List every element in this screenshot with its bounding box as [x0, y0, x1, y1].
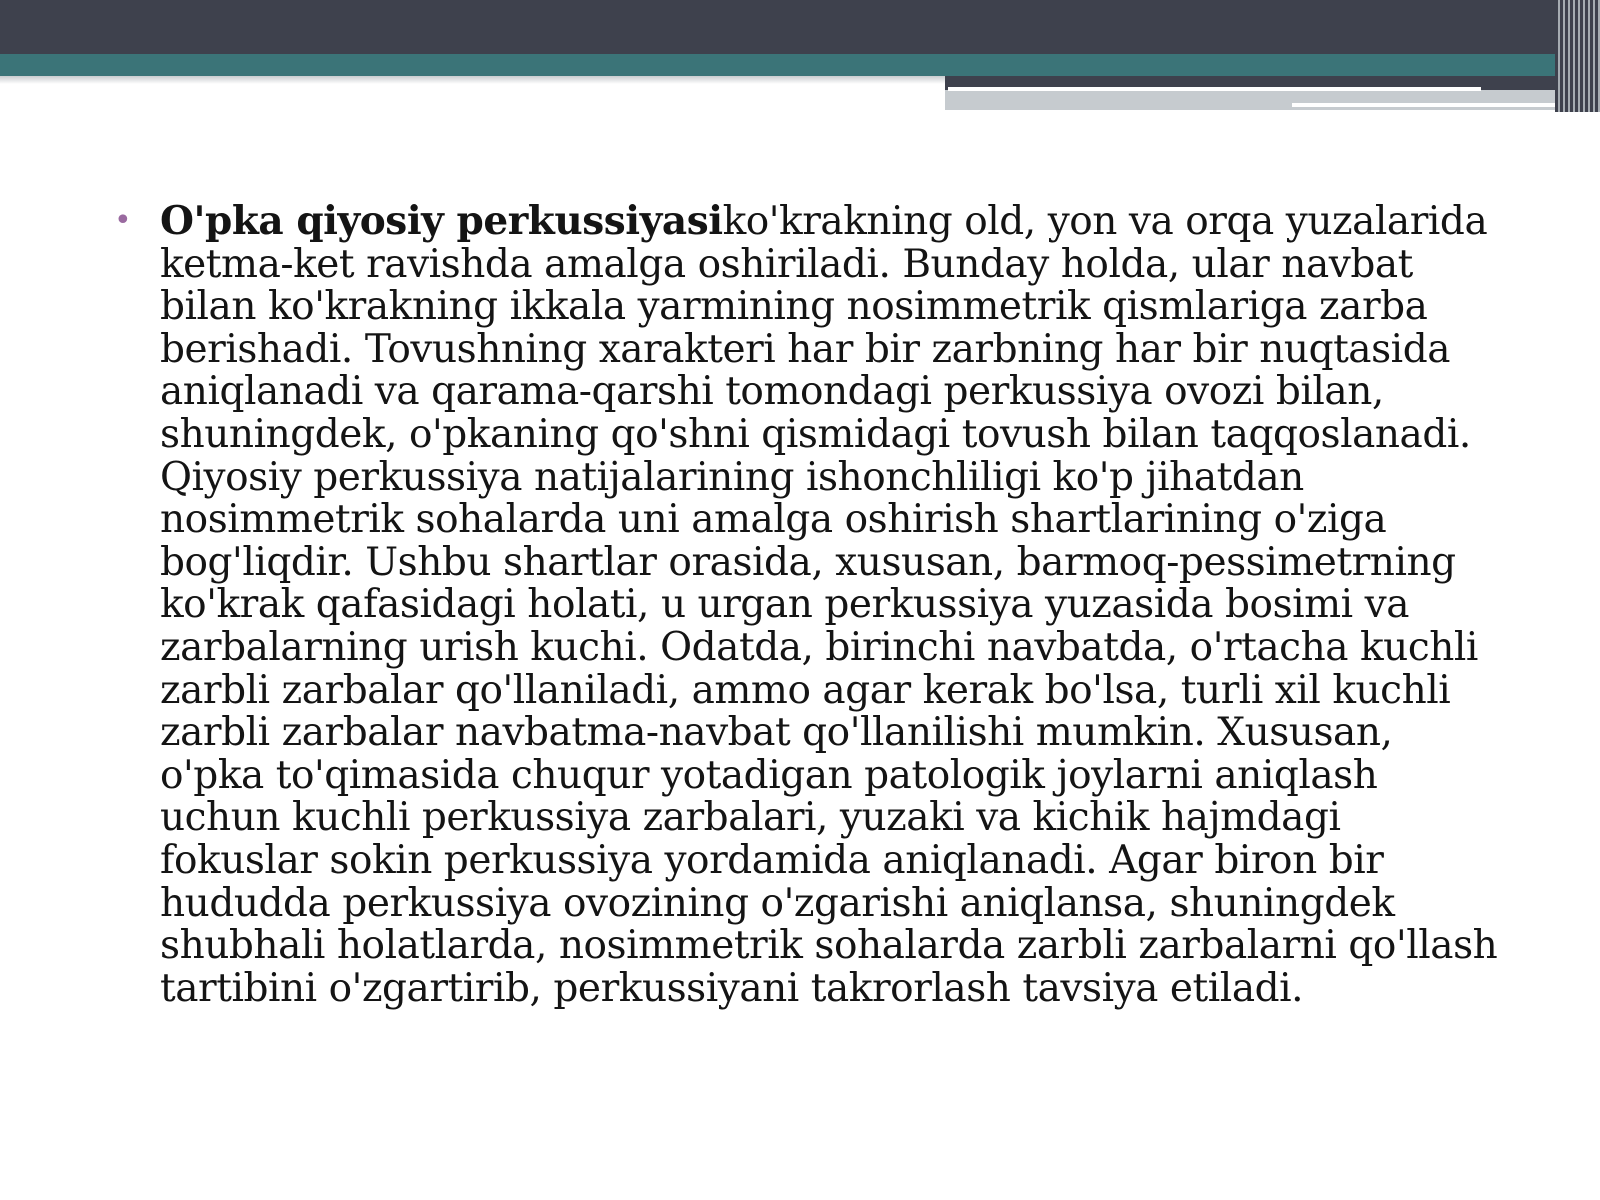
bullet-icon: •	[114, 203, 132, 238]
bullet-paragraph	[114, 200, 1504, 1010]
header-teal-band	[0, 54, 1600, 76]
header-right-stripes	[1555, 0, 1600, 112]
slide-content	[114, 200, 1504, 1010]
header-line-lower	[1292, 103, 1567, 107]
bold-term: O'pka qiyosiy perkussiyasi	[160, 198, 723, 244]
header-line-upper	[948, 87, 1481, 91]
header-step-light	[945, 90, 1570, 110]
header-shadow	[0, 76, 945, 84]
body-text: ko'krakning old, yon va orqa yuzalarida ketma-ket ravishda amalga oshiriladi. Bunday holda, ular navbat bilan ko'krakning ikkala yarmining nosimmetrik qismlariga zarba berishadi. Tovushning xarakteri har bir zarbning har bir nuqtasida aniqlanadi va qarama-qarshi tomondagi perkussiya ovozi bilan, shuningdek, o'pkaning qo'shni qismidagi tovush bilan taqqoslanadi. Qiyosiy perkussiya natijalarining ishonchliligi ko'p jihatdan nosimmetrik sohalarda uni amalga oshirish shartlarining o'ziga bog'liqdir. Ushbu shartlar orasida, xususan, barmoq-pessimetrning ko'krak qafasidagi holati, u urgan perkussiya yuzasida bosimi va zarbalarning urish kuchi. Odatda, birinchi navbatda, o'rtacha kuchli zarbli zarbalar qo'llaniladi, ammo agar kerak bo'lsa, turli xil kuchli zarbli zarbalar navbatma-navbat qo'llanilishi mumkin. Xususan, o'pka to'qimasida chuqur yotadigan patologik joylarni aniqlash uchun kuchli perkussiya zarbalari, yuzaki va kichik hajmdagi fokuslar sokin perkussiya yordamida aniqlanadi. Agar biron bir hududda perkussiya ovozining o'zgarishi aniqlansa, shuningdek shubhali holatlarda, nosimmetrik sohalarda zarbli zarbalarni qo'llash tartibini o'zgartirib, perkussiyani takrorlash tavsiya etiladi.	[160, 199, 1498, 1011]
header-dark-band	[0, 0, 1600, 54]
